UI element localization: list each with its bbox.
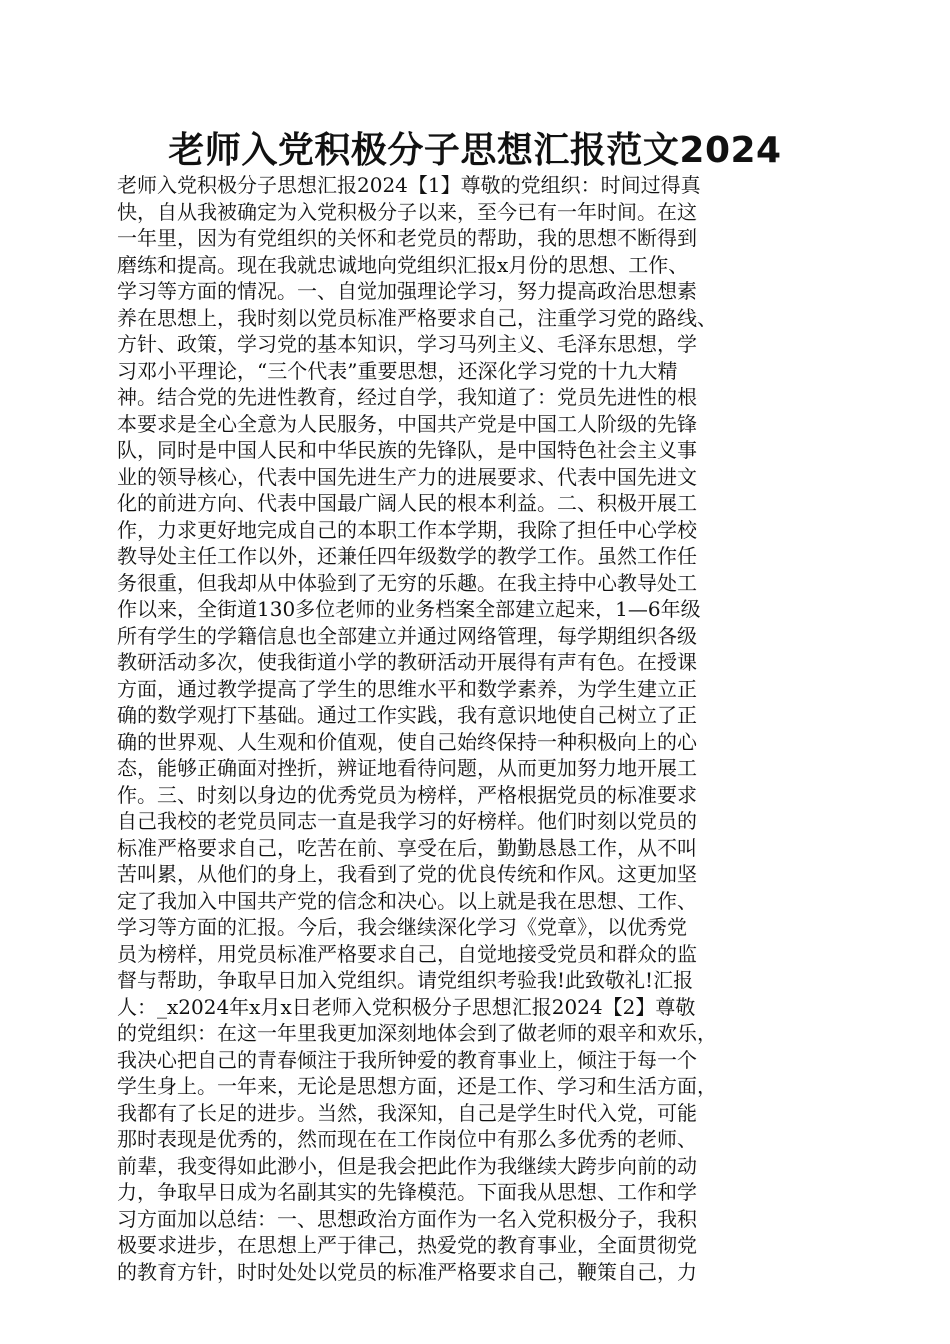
body-line: 习邓小平理论，“三个代表”重要思想，还深化学习党的十九大精	[117, 358, 678, 383]
document-title: 老师入党积极分子思想汇报范文2024	[168, 130, 782, 171]
body-line: 苦叫累，从他们的身上，我看到了党的优良传统和作风。这更加坚	[117, 862, 697, 886]
body-line: 方针、政策，学习党的基本知识，学习马列主义、毛泽东思想，学	[117, 332, 697, 356]
body-line: 的教育方针，时时处处以党员的标准严格要求自己，鞭策自己，力	[117, 1259, 697, 1284]
body-line: 老师入党积极分子思想汇报2024【1】尊敬的党组织：时间过得真	[117, 173, 701, 197]
body-line: 极要求进步，在思想上严于律己，热爱党的教育事业，全面贯彻党	[117, 1233, 697, 1257]
body-line: 员为榜样，用党员标准严格要求自己，自觉地接受党员和群众的监	[117, 941, 697, 966]
body-line: 学习等方面的汇报。今后，我会继续深化学习《党章》，以优秀党	[117, 915, 687, 939]
body-line: 习方面加以总结：一、思想政治方面作为一名入党积极分子，我积	[117, 1206, 697, 1231]
body-line: 作，力求更好地完成自己的本职工作本学期，我除了担任中心学校	[117, 517, 697, 542]
body-line: 的党组织：在这一年里我更加深刻地体会到了做老师的艰辛和欢乐，	[117, 1021, 717, 1045]
body-line: 我都有了长足的进步。当然，我深知，自己是学生时代入党，可能	[117, 1100, 697, 1125]
body-line: 前辈，我变得如此渺小，但是我会把此作为我继续大跨步向前的动	[117, 1153, 697, 1178]
body-line: 方面，通过教学提高了学生的思维水平和数学素养，为学生建立正	[117, 676, 697, 701]
body-line: 督与帮助，争取早日加入党组织。请党组织考验我!此致敬礼!汇报	[117, 968, 694, 992]
body-line: 学生身上。一年来，无论是思想方面，还是工作、学习和生活方面，	[117, 1074, 717, 1098]
body-line: 神。结合党的先进性教育，经过自学，我知道了：党员先进性的根	[117, 385, 697, 409]
body-line: 本要求是全心全意为人民服务，中国共产党是中国工人阶级的先锋	[117, 411, 697, 436]
body-line: 确的数学观打下基础。通过工作实践，我有意识地使自己树立了正	[117, 703, 697, 727]
body-line: 力，争取早日成为名副其实的先锋模范。下面我从思想、工作和学	[117, 1180, 697, 1204]
body-line: 人：_x2024年x月x日老师入党积极分子思想汇报2024【2】尊敬	[117, 994, 696, 1019]
body-line: 确的世界观、人生观和价值观，使自己始终保持一种积极向上的心	[117, 729, 697, 754]
body-line: 队，同时是中国人民和中华民族的先锋队，是中国特色社会主义事	[117, 438, 697, 462]
body-line: 自己我校的老党员同志一直是我学习的好榜样。他们时刻以党员的	[117, 809, 697, 833]
body-line: 教研活动多次，使我街道小学的教研活动开展得有声有色。在授课	[117, 650, 697, 674]
body-line: 磨练和提高。现在我就忠诚地向党组织汇报x月份的思想、工作、	[117, 252, 689, 277]
body-line: 定了我加入中国共产党的信念和决心。以上就是我在思想、工作、	[117, 888, 697, 913]
body-line: 化的前进方向、代表中国最广阔人民的根本利益。二、积极开展工	[117, 491, 697, 515]
body-line: 标准严格要求自己，吃苦在前、享受在后，勤勤恳恳工作，从不叫	[117, 835, 697, 860]
body-line: 学习等方面的情况。一、自觉加强理论学习，努力提高政治思想素	[117, 279, 697, 303]
document-body	[117, 172, 817, 1285]
body-line: 态，能够正确面对挫折，辨证地看待问题，从而更加努力地开展工	[117, 756, 697, 780]
body-line: 教导处主任工作以外，还兼任四年级数学的教学工作。虽然工作任	[117, 544, 697, 568]
body-line: 那时表现是优秀的，然而现在在工作岗位中有那么多优秀的老师、	[117, 1127, 697, 1151]
body-line: 业的领导核心，代表中国先进生产力的进展要求、代表中国先进文	[117, 464, 697, 489]
body-line: 快，自从我被确定为入党积极分子以来，至今已有一年时间。在这	[117, 199, 697, 224]
body-line: 我决心把自己的青春倾注于我所钟爱的教育事业上，倾注于每一个	[117, 1047, 697, 1072]
body-line: 一年里，因为有党组织的关怀和老党员的帮助，我的思想不断得到	[117, 226, 697, 250]
body-line: 养在思想上，我时刻以党员标准严格要求自己，注重学习党的路线、	[117, 305, 717, 330]
body-line: 作以来，全街道130多位老师的业务档案全部建立起来，1—6年级	[117, 597, 701, 621]
body-line: 作。三、时刻以身边的优秀党员为榜样，严格根据党员的标准要求	[117, 782, 697, 807]
body-line: 所有学生的学籍信息也全部建立并通过网络管理，每学期组织各级	[117, 623, 697, 648]
body-line: 务很重，但我却从中体验到了无穷的乐趣。在我主持中心教导处工	[117, 570, 697, 595]
